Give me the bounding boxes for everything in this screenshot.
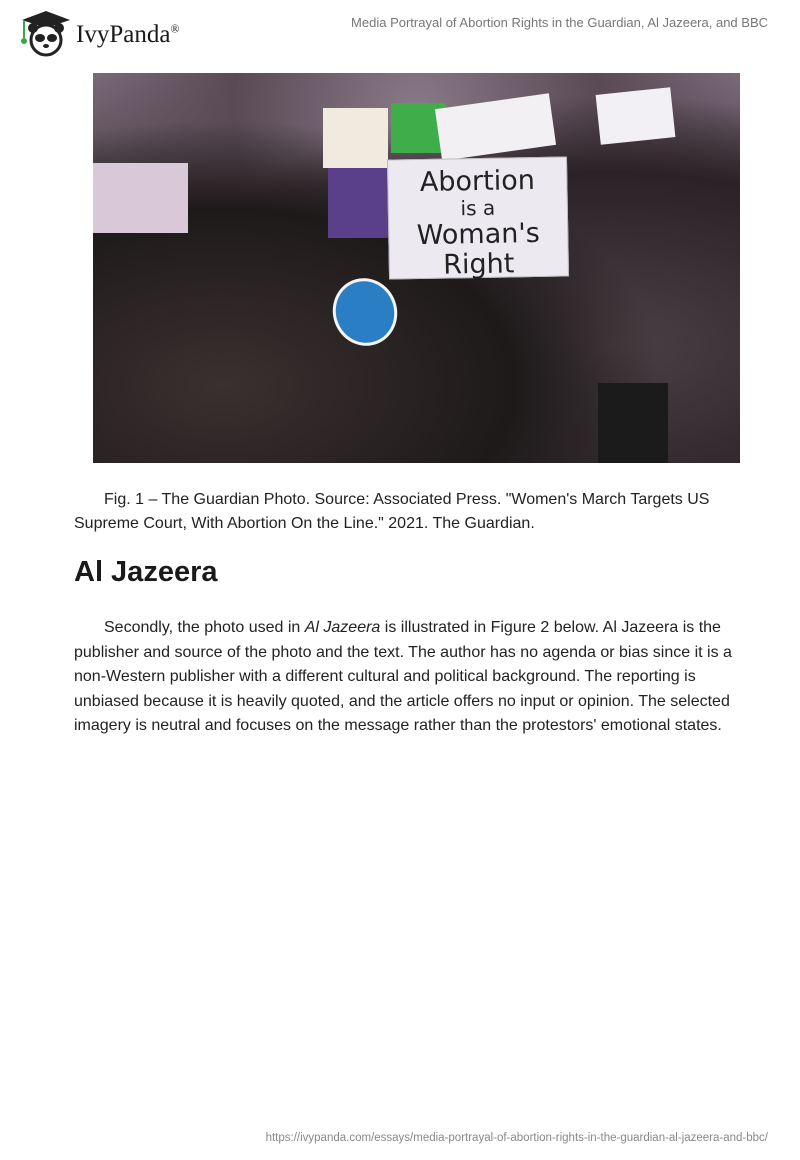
body-paragraph: Secondly, the photo used in Al Jazeera is illustrated in Figure 2 below. Al Jazeera is the publisher and source of the photo and the text. The author has no agenda or bias since it is a non-Western publisher with a different cultural and political background. The reporting is unbiased because it is heavily quoted, and the article offers no input or opinion. The selected imagery is neutral and focuses on the message rather than the protestors' emotional states.	[74, 619, 732, 734]
ivypanda-logo[interactable]	[14, 8, 180, 58]
photo-sign	[328, 168, 388, 238]
photo-sign	[435, 93, 556, 160]
sign-line: Abortion	[419, 165, 536, 199]
source-url[interactable]: https://ivypanda.com/essays/media-portrayal-of-abortion-rights-in-the-guardian-al-jazeera-and-bbc/	[265, 1132, 768, 1144]
sign-line: is a	[460, 195, 496, 221]
photo-sign	[598, 383, 668, 463]
protest-photo	[93, 73, 740, 463]
photo-sign	[323, 269, 406, 355]
logo-text: IvyPanda®	[76, 21, 180, 48]
abortion-rights-sign	[387, 156, 569, 279]
photo-sign	[323, 108, 388, 168]
section-heading: Al Jazeera	[74, 556, 218, 588]
sign-line: Woman's Right	[416, 217, 541, 281]
document-title: Media Portrayal of Abortion Rights in the Guardian, Al Jazeera, and BBC	[351, 15, 768, 30]
photo-sign	[596, 87, 676, 145]
photo-sign	[93, 163, 188, 233]
figure-caption: Fig. 1 – The Guardian Photo. Source: Associated Press. "Women's March Targets US Supreme Court, With Abortion On the Line." 2021. The Guardian.	[74, 491, 710, 532]
panda-graduate-icon	[14, 8, 74, 58]
